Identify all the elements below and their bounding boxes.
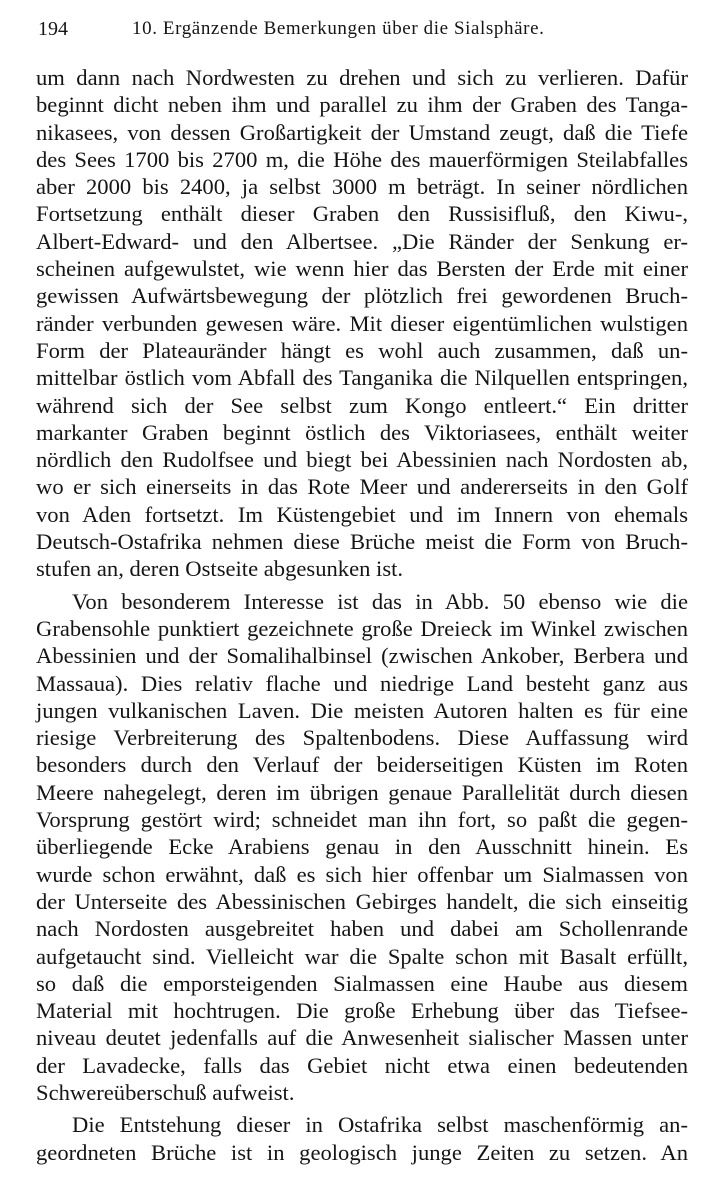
text-line: Die Entstehung dieser in Ostafrika selbst maschenförmig an- [72, 1112, 688, 1138]
text-line: Meere nahegelegt, deren im übrigen genaue Parallelität durch diesen [36, 779, 688, 805]
text-line: Von besonderem Interesse ist das in Abb. 50 ebenso wie die [72, 588, 688, 614]
text-line: so daß die emporsteigenden Sialmassen eine Haube aus diesem [36, 970, 688, 996]
text-line: während sich der See selbst zum Kongo entleert.“ Ein dritter [36, 392, 688, 418]
text-line: Schwereüberschuß aufweist. [36, 1079, 295, 1105]
text-line: nikasees, von dessen Großartigkeit der Umstand zeugt, daß die Tiefe [36, 119, 688, 145]
text-line: scheinen aufgewulstet, wie wenn hier das Bersten der Erde mit einer [36, 256, 688, 282]
text-line: Massaua). Dies relativ flache und niedrige Land besteht ganz aus [36, 670, 688, 696]
running-head: 10. Ergänzende Bemerkungen über die Sialsphäre. [132, 18, 545, 39]
text-line: nördlich den Rudolfsee und biegt bei Abessinien nach Nordosten ab, [36, 447, 688, 473]
text-line: jungen vulkanischen Laven. Die meisten Autoren halten es für eine [36, 697, 688, 723]
text-line: von Aden fortsetzt. Im Küstengebiet und im Innern von ehemals [36, 501, 688, 527]
text-line: gewissen Aufwärtsbewegung der plötzlich frei gewordenen Bruch- [36, 283, 688, 309]
text-line: des Sees 1700 bis 2700 m, die Höhe des mauerförmigen Steilabfalles [36, 146, 688, 172]
body-text [36, 64, 688, 1166]
paragraph [36, 588, 688, 1107]
text-line: Grabensohle punktiert gezeichnete große Dreieck im Winkel zwischen [36, 615, 688, 641]
text-line: niveau deutet jedenfalls auf die Anwesenheit sialischer Massen unter [36, 1025, 688, 1051]
text-line: wo er sich einerseits in das Rote Meer und andererseits in den Golf [36, 474, 688, 500]
page-number: 194 [38, 18, 68, 40]
text-line: Vorsprung gestört wird; schneidet man ihn fort, so paßt die gegen- [36, 807, 688, 833]
text-line: besonders durch den Verlauf der beiderseitigen Küsten im Roten [36, 752, 688, 778]
text-line: beginnt dicht neben ihm und parallel zu ihm der Graben des Tanga- [36, 92, 688, 118]
text-line: Deutsch-Ostafrika nehmen diese Brüche meist die Form von Bruch- [36, 529, 688, 555]
text-line: aufgetaucht sind. Vielleicht war die Spalte schon mit Basalt erfüllt, [36, 943, 688, 969]
text-line: riesige Verbreiterung des Spaltenbodens. Diese Auffassung wird [36, 725, 688, 751]
text-line: um dann nach Nordwesten zu drehen und sich zu verlieren. Dafür [36, 65, 688, 90]
text-line: Albert-Edward- und den Albertsee. „Die Ränder der Senkung er- [36, 228, 688, 254]
text-line: nach Nordosten ausgebreitet haben und dabei am Schollenrande [36, 916, 688, 942]
text-line: der Unterseite des Abessinischen Gebirges handelt, die sich einseitig [36, 888, 688, 914]
text-line: wurde schon erwähnt, daß es sich hier offenbar um Sialmassen von [36, 861, 688, 887]
text-line: markanter Graben beginnt östlich des Viktoriasees, enthält weiter [36, 419, 688, 445]
paragraph [36, 64, 688, 583]
text-line: mittelbar östlich vom Abfall des Tanganika die Nilquellen entspringen, [36, 365, 688, 391]
text-line: stufen an, deren Ostseite abgesunken ist. [36, 556, 404, 582]
text-line: aber 2000 bis 2400, ja selbst 3000 m beträgt. In seiner nördlichen [36, 174, 688, 200]
text-line: ränder verbunden gewesen wäre. Mit dieser eigentümlichen wulstigen [36, 310, 688, 336]
text-line: Fortsetzung enthält dieser Graben den Russisifluß, den Kiwu-, [36, 201, 688, 227]
text-line: der Lavadecke, falls das Gebiet nicht etwa einen bedeutenden [36, 1052, 688, 1078]
page-header [38, 14, 678, 44]
paragraph [36, 1111, 688, 1166]
text-line: Abessinien und der Somalihalbinsel (zwischen Ankober, Berbera und [36, 643, 688, 669]
text-line: geordneten Brüche ist in geologisch junge Zeiten zu setzen. An [36, 1139, 688, 1165]
text-line: überliegende Ecke Arabiens genau in den Ausschnitt hinein. Es [36, 834, 688, 860]
text-line: Material mit hochtrugen. Die große Erhebung über das Tiefsee- [36, 998, 688, 1024]
text-line: Form der Plateauränder hängt es wohl auch zusammen, daß un- [36, 337, 688, 363]
